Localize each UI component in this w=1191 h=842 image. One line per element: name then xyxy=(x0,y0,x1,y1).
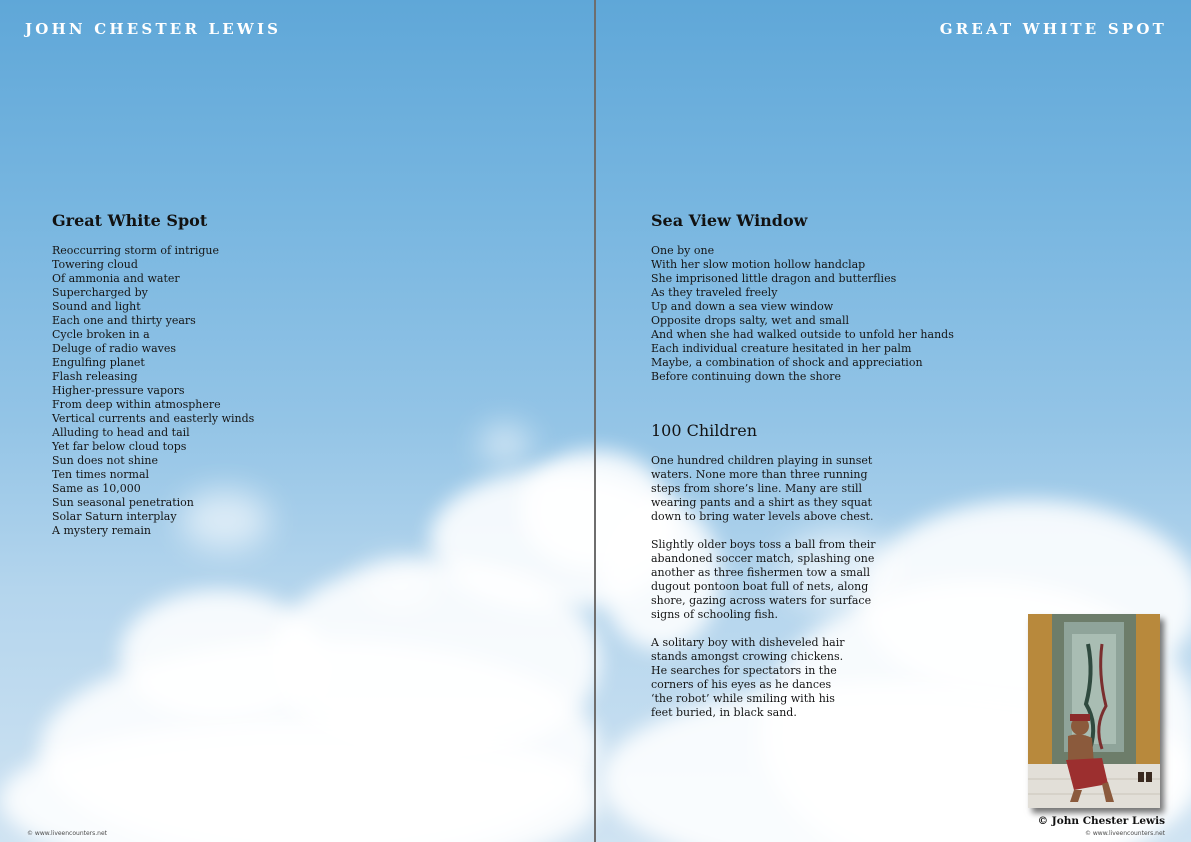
prose-line: shore, gazing across waters for surface xyxy=(651,594,872,607)
prose-line: ‘the robot’ while smiling with his xyxy=(651,692,835,705)
poem-line: As they traveled freely xyxy=(651,286,778,299)
footer-copyright-right: © www.liveencounters.net xyxy=(1084,830,1165,837)
poem-sea-view-window xyxy=(651,244,954,384)
poem-line: Sun seasonal penetration xyxy=(52,496,194,509)
poem-line: Maybe, a combination of shock and appreciation xyxy=(651,356,923,369)
poem-line: Before continuing down the shore xyxy=(651,370,841,383)
poem-title-sea-view-window: Sea View Window xyxy=(651,211,808,230)
prose-line: waters. None more than three running xyxy=(651,468,868,481)
poem-line: Deluge of radio waves xyxy=(52,342,177,355)
poem-100-children-para-2 xyxy=(651,538,876,622)
poem-line: Reoccurring storm of intrigue xyxy=(52,244,219,257)
poem-line: Of ammonia and water xyxy=(52,272,180,285)
poem-title-100-children: 100 Children xyxy=(651,421,758,440)
poem-line: And when she had walked outside to unfold her hands xyxy=(651,328,954,341)
prose-line: down to bring water levels above chest. xyxy=(651,510,874,523)
poem-line: Solar Saturn interplay xyxy=(52,510,177,523)
poem-line: Yet far below cloud tops xyxy=(52,440,187,453)
poem-line: Up and down a sea view window xyxy=(651,300,834,313)
poem-line: Cycle broken in a xyxy=(52,328,150,341)
poem-line: Opposite drops salty, wet and small xyxy=(651,314,849,327)
prose-line: abandoned soccer match, splashing one xyxy=(651,552,875,565)
author-photo xyxy=(1028,614,1160,808)
prose-line: wearing pants and a shirt as they squat xyxy=(651,496,872,509)
poem-line: Alluding to head and tail xyxy=(52,426,190,439)
poem-line: Supercharged by xyxy=(52,286,148,299)
prose-line: stands amongst crowing chickens. xyxy=(651,650,844,663)
prose-line: feet buried, in black sand. xyxy=(651,706,797,719)
poem-line: Vertical currents and easterly winds xyxy=(52,412,255,425)
poem-line: She imprisoned little dragon and butterflies xyxy=(651,272,897,285)
poem-line: Flash releasing xyxy=(52,370,138,383)
poem-line: One by one xyxy=(651,244,715,257)
poem-100-children-para-1 xyxy=(651,454,873,524)
poem-title-great-white-spot: Great White Spot xyxy=(52,211,208,230)
photo-credit: © John Chester Lewis xyxy=(1037,815,1165,827)
running-header-author: JOHN CHESTER LEWIS xyxy=(25,20,282,38)
running-header-title: GREAT WHITE SPOT xyxy=(939,20,1167,38)
prose-line: One hundred children playing in sunset xyxy=(651,454,873,467)
poem-line: Ten times normal xyxy=(52,468,150,481)
prose-line: another as three fishermen tow a small xyxy=(651,566,871,579)
poem-great-white-spot xyxy=(52,244,254,538)
prose-line: corners of his eyes as he dances xyxy=(651,678,832,691)
poem-line: With her slow motion hollow handclap xyxy=(651,258,866,271)
poem-line: Same as 10,000 xyxy=(52,482,141,495)
prose-line: Slightly older boys toss a ball from their xyxy=(651,538,876,551)
poem-line: From deep within atmosphere xyxy=(52,398,221,411)
poem-line: Engulfing planet xyxy=(52,356,145,369)
prose-line: He searches for spectators in the xyxy=(651,664,837,677)
poem-100-children-para-3 xyxy=(651,636,845,720)
page-spine xyxy=(594,0,596,842)
prose-line: dugout pontoon boat full of nets, along xyxy=(651,580,869,593)
poem-line: Each one and thirty years xyxy=(52,314,196,327)
prose-line: A solitary boy with disheveled hair xyxy=(651,636,845,649)
poem-line: Sun does not shine xyxy=(52,454,158,467)
prose-line: signs of schooling fish. xyxy=(651,608,778,621)
poem-line: Each individual creature hesitated in her palm xyxy=(651,342,912,355)
prose-line: steps from shore’s line. Many are still xyxy=(651,482,863,495)
footer-copyright-left: © www.liveencounters.net xyxy=(27,830,108,837)
poem-line: Sound and light xyxy=(52,300,141,313)
poem-line: Towering cloud xyxy=(52,258,138,271)
poem-line: A mystery remain xyxy=(52,524,151,537)
poem-line: Higher-pressure vapors xyxy=(52,384,185,397)
